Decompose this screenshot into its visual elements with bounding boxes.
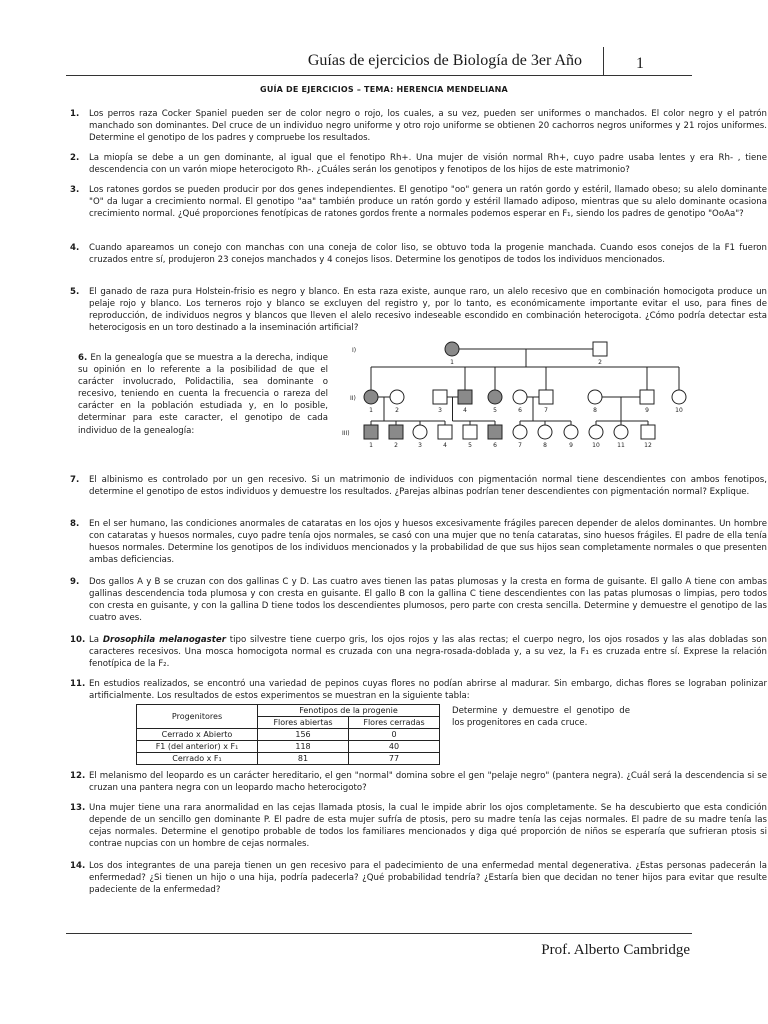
exercise-text: En la genealogía que se muestra a la derecha, indique su opinión en lo referente a la posibilidad de que el carácter involucrado, Polidactilia, sea dominante o recesivo, teniendo en cuenta la frecuencia o rareza del carácter en la población estudiada y, en lo posible, determinar para este caracter, el genotipo de cada individuo de la genealogía: xyxy=(78,353,328,436)
pedigree-individual-label: 8 xyxy=(543,442,547,447)
table-header-progenitores: Progenitores xyxy=(137,705,258,729)
table-cell-open: 81 xyxy=(258,753,349,765)
exercise-text: Los ratones gordos se pueden producir por dos genes independientes. El genotipo "oo" genera un ratón gordo y estéril, llamado obeso; su alelo dominante "O" da lugar a crecimiento normal. El genotipo "aa" también produce un ratón gordo y estéril llamado adiposo, mientras que su alelo dominante ocasiona crecimiento normal. ¿Qué proporciones fenotípicas de ratones gordos frente a normales podemos esperar en F₁, siendo los padres de genotipo "OoAa"? xyxy=(89,185,767,220)
species-name: Drosophila melanogaster xyxy=(102,635,226,645)
unaffected-male-III-4 xyxy=(438,425,452,439)
table-header-row xyxy=(137,705,440,717)
exercise-number: 14. xyxy=(70,861,86,871)
exercise-text xyxy=(89,634,767,670)
exercise-text: El ganado de raza pura Holstein-frisio es negro y blanco. En esta raza existe, aunque raro, un alelo recesivo que en combinación homocigota produce un pelaje rojo y blanco. Los terneros rojo y blanco se excluyen del registro y, por lo tanto, es económicamente importante evitar el uso, para fines de reproducción, de individuos negros y blancos que lleven el alelo recesivo indeseable escondido en combinación heterocigota. ¿Cómo podría detectar esta heterocigosis en un toro destinado a la inseminación artificial? xyxy=(89,287,767,334)
unaffected-male-II-9 xyxy=(640,390,654,404)
table-note: Determine y demuestre el genotipo de los progenitores en cada cruce. xyxy=(452,706,630,729)
page-header xyxy=(0,0,768,80)
exercise-5 xyxy=(70,286,767,334)
pedigree-individual-label: 9 xyxy=(569,442,573,447)
pedigree-individual-label: 6 xyxy=(493,442,497,447)
table-header-closed: Flores cerradas xyxy=(349,717,440,729)
exercise-number: 12. xyxy=(70,771,86,781)
table-cell-open: 118 xyxy=(258,741,349,753)
affected-female-II-1 xyxy=(364,390,378,404)
pedigree-individual-label: 8 xyxy=(593,407,597,414)
exercise-text: La miopía se debe a un gen dominante, al igual que el fenotipo Rh+. Una mujer de visión normal Rh+, cuyo padre usaba lentes y era Rh- , tiene descendencia con un varón miope heterocigoto Rh-. ¿Cuáles serán los genotipos y fenotipos de los hijos de este matrimonio? xyxy=(89,153,767,176)
pedigree-individual-label: 2 xyxy=(395,407,399,414)
exercise-2 xyxy=(70,152,767,176)
pedigree-individual-label: 4 xyxy=(463,407,467,414)
pedigree-individual-label: 1 xyxy=(369,442,373,447)
unaffected-male-III-5 xyxy=(463,425,477,439)
pedigree-individual-label: 7 xyxy=(518,442,522,447)
pedigree-lines xyxy=(371,349,679,425)
exercise-number: 7. xyxy=(70,475,80,485)
unaffected-female-III-9 xyxy=(564,425,578,439)
unaffected-female-II-2 xyxy=(390,390,404,404)
pedigree-individual-label: 4 xyxy=(443,442,447,447)
pedigree-individual-label: 10 xyxy=(675,407,683,414)
exercise-13 xyxy=(70,802,767,850)
pedigree-individual-label: 6 xyxy=(518,407,522,414)
table-cell-cross: F1 (del anterior) x F₁ xyxy=(137,741,258,753)
exercise-number: 11. xyxy=(70,679,86,689)
unaffected-female-II-10 xyxy=(672,390,686,404)
exercise-text-rest: tipo silvestre tiene cuerpo gris, los ojos rojos y las alas rectas; el cuerpo negro, los ojos rosados y las alas dobladas son caracteres recesivos. Una mosca homocigota normal es cruzada con una negra-rosada-doblada y, a su vez, la F₁ es cruzada entre sí. Exprese la relación fenotípica de la F₂. xyxy=(89,635,767,670)
pedigree-individual-label: 9 xyxy=(645,407,649,414)
affected-male-III-1 xyxy=(364,425,378,439)
unaffected-male-II-3 xyxy=(433,390,447,404)
pedigree-individual-label: 5 xyxy=(493,407,497,414)
pedigree-chart xyxy=(338,335,698,447)
table-row xyxy=(137,753,440,765)
exercise-text: El melanismo del leopardo es un carácter hereditario, el gen "normal" domina sobre el gen "pelaje negro" (pantera negra). ¿Cuál será la descendencia si se cruzan una pantera negra con un leopardo macho heterocigoto? xyxy=(89,771,767,794)
pedigree-individual-label: 12 xyxy=(644,442,652,447)
pedigree-individual-label: 1 xyxy=(450,359,454,366)
exercise-10 xyxy=(70,634,767,670)
unaffected-female-III-3 xyxy=(413,425,427,439)
exercise-8 xyxy=(70,518,767,566)
exercise-7 xyxy=(70,474,767,498)
exercise-text: Los dos integrantes de una pareja tienen un gen recesivo para el padecimiento de una enfermedad mental degenerativa. ¿Estas personas padecerán la enfermedad? ¿Si tienen un hijo o una hija, podría padecerla? ¿Qué probabilidad tendría? ¿Estaría bien que decidan no tener hijos para evitar que resulte padeciente de la enfermedad? xyxy=(89,861,767,896)
affected-female-II-5 xyxy=(488,390,502,404)
generation-label-3: III) xyxy=(342,430,350,437)
exercise-text: Dos gallos A y B se cruzan con dos gallinas C y D. Las cuatro aves tienen las patas plumosas y la cresta en forma de guisante. El gallo A tiene con ambas gallinas descendencia toda plumosa y con cresta en guisante. El gallo B con la gallina C tiene descendientes con las patas plumosas o limpias, pero todos con cresta en guisante, y con la gallina D tiene todos los descendientes plumosos, pero parte con cresta sencilla. Determine y demuestre el genotipo de las cuatro aves. xyxy=(89,577,767,624)
unaffected-female-III-11 xyxy=(614,425,628,439)
exercise-text-pre: La xyxy=(89,635,103,645)
exercise-number: 1. xyxy=(70,109,80,119)
affected-male-II-4 xyxy=(458,390,472,404)
exercise-number: 10. xyxy=(70,635,86,645)
results-table xyxy=(136,704,440,765)
exercise-text: En estudios realizados, se encontró una variedad de pepinos cuyas flores no podían abrirse al madurar. Sin embargo, dichas flores se lograban polinizar artificialmente. Los resultados de estos experimentos se muestran en la siguiente tabla: xyxy=(89,679,767,702)
table-row xyxy=(137,741,440,753)
exercise-number: 6. xyxy=(78,353,88,363)
generation-label-2: II) xyxy=(350,395,356,402)
exercise-1 xyxy=(70,108,767,144)
pedigree-individual-label: 2 xyxy=(598,359,602,366)
exercise-number: 3. xyxy=(70,185,80,195)
affected-female-I-1 xyxy=(445,342,459,356)
exercise-11 xyxy=(70,678,767,702)
exercise-number: 13. xyxy=(70,803,86,813)
pedigree-individual-label: 2 xyxy=(394,442,398,447)
table-cell-closed: 77 xyxy=(349,753,440,765)
exercise-number: 4. xyxy=(70,243,80,253)
unaffected-male-II-7 xyxy=(539,390,553,404)
exercise-12 xyxy=(70,770,767,794)
table-cell-cross: Cerrado x Abierto xyxy=(137,729,258,741)
unaffected-male-I-2 xyxy=(593,342,607,356)
pedigree-individual-label: 11 xyxy=(617,442,625,447)
generation-label-1: I) xyxy=(352,347,357,354)
header-rule xyxy=(66,75,692,76)
exercise-6 xyxy=(78,352,328,437)
table-cell-closed: 40 xyxy=(349,741,440,753)
table-header-group: Fenotipos de la progenie xyxy=(258,705,440,717)
pedigree-symbols xyxy=(342,342,686,447)
pedigree-individual-label: 7 xyxy=(544,407,548,414)
exercise-text: Una mujer tiene una rara anormalidad en las cejas llamada ptosis, la cual le impide abrir los ojos completamente. Se ha descubierto que esta condición depende de un sencillo gen dominante P. El padre de esta mujer sufría de ptosis, pero su madre tenía las cejas normales. El padre de su madre tenía las cejas normales. Determine el genotipo probable de todos los familiares mencionados y diga qué proporción de niños se esperaría que sufrieran ptosis si contrae nupcias con un hombre de cejas normales. xyxy=(89,803,767,850)
unaffected-female-III-10 xyxy=(589,425,603,439)
page-number: 1 xyxy=(636,55,644,72)
unaffected-female-III-7 xyxy=(513,425,527,439)
affected-male-III-2 xyxy=(389,425,403,439)
exercise-text: Los perros raza Cocker Spaniel pueden ser de color negro o rojo, los cuales, a su vez, pueden ser uniformes o manchados. El color negro y el patrón manchado son dominantes. Del cruce de un individuo negro uniforme y otro rojo uniforme se obtienen 20 cachorros negros uniformes y 21 rojos uniformes. Determine el genotipo de los padres y compruebe los resultados. xyxy=(89,109,767,144)
exercise-number: 9. xyxy=(70,577,80,587)
header-title: Guías de ejercicios de Biología de 3er Año xyxy=(307,52,582,69)
pedigree-individual-label: 3 xyxy=(418,442,422,447)
exercise-3 xyxy=(70,184,767,220)
exercise-text: El albinismo es controlado por un gen recesivo. Si un matrimonio de individuos con pigmentación normal tiene descendientes con ambos fenotipos, determine el genotipo de estos individuos y demuestre los resultados. ¿Parejas albinas podrían tener descendientes con pigmentación normal? Explique. xyxy=(89,475,767,498)
footer-rule xyxy=(66,933,692,934)
pedigree-individual-label: 1 xyxy=(369,407,373,414)
pedigree-individual-label: 10 xyxy=(592,442,600,447)
exercise-text: Cuando apareamos un conejo con manchas con una coneja de color liso, se obtuvo toda la progenie manchada. Cuando esos conejos de la F1 fueron cruzados entre sí, produjeron 23 conejos manchados y 4 conejos lisos. Determine los genotipos de todos los individuos mencionados. xyxy=(89,243,767,266)
exercise-9 xyxy=(70,576,767,624)
footer-author: Prof. Alberto Cambridge xyxy=(541,942,690,958)
exercise-text: En el ser humano, las condiciones anormales de cataratas en los ojos y huesos excesivamente frágiles parecen depender de alelos dominantes. Un hombre con cataratas y huesos normales, cuyo padre tenía ojos normales, se casó con una mujer que no tenía cataratas, sino huesos frágiles. El padre de ella tenía huesos normales. Determine los genotipos de los individuos mencionados y la probabilidad de que sus hijos sean completamente normales o que presenten ambas deficiencias. xyxy=(89,519,767,566)
unaffected-male-III-12 xyxy=(641,425,655,439)
exercise-number: 8. xyxy=(70,519,80,529)
header-divider xyxy=(603,47,604,75)
pedigree-individual-label: 5 xyxy=(468,442,472,447)
affected-male-III-6 xyxy=(488,425,502,439)
exercise-4 xyxy=(70,242,767,266)
document-title: GUÍA DE EJERCICIOS – TEMA: HERENCIA MENDELIANA xyxy=(260,85,508,94)
exercise-14 xyxy=(70,860,767,896)
unaffected-female-II-8 xyxy=(588,390,602,404)
table-header-open: Flores abiertas xyxy=(258,717,349,729)
exercise-number: 5. xyxy=(70,287,80,297)
exercise-number: 2. xyxy=(70,153,80,163)
unaffected-female-III-8 xyxy=(538,425,552,439)
unaffected-female-II-6 xyxy=(513,390,527,404)
table-row xyxy=(137,729,440,741)
table-cell-closed: 0 xyxy=(349,729,440,741)
pedigree-individual-label: 3 xyxy=(438,407,442,414)
table-cell-cross: Cerrado x F₁ xyxy=(137,753,258,765)
table-cell-open: 156 xyxy=(258,729,349,741)
